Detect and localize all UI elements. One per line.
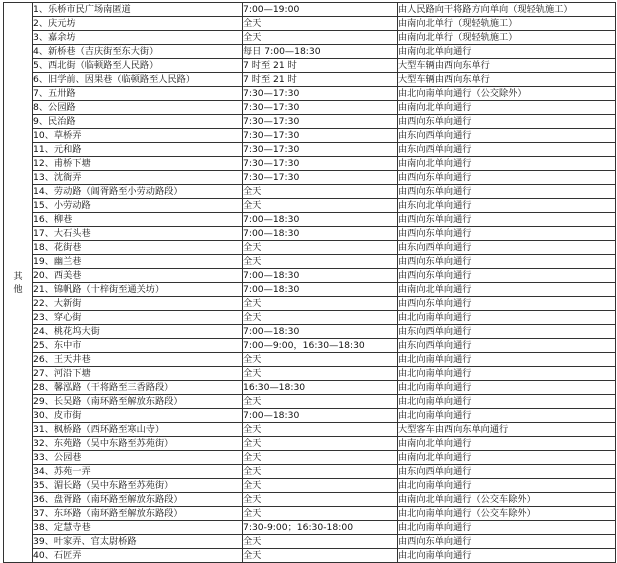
road-cell: 18、花街巷 — [33, 241, 243, 255]
time-cell: 全天 — [243, 311, 398, 325]
time-cell: 全天 — [243, 465, 398, 479]
road-cell: 19、幽兰巷 — [33, 255, 243, 269]
time-cell: 7:30—17:30 — [243, 87, 398, 101]
rule-cell: 由南向北单行（现轻轨施工） — [398, 31, 616, 45]
road-cell: 8、公园路 — [33, 101, 243, 115]
rule-cell: 由东向西单向通行 — [398, 143, 616, 157]
road-cell: 22、大新街 — [33, 297, 243, 311]
road-cell: 12、甫桥下塘 — [33, 157, 243, 171]
road-cell: 4、新桥巷（吉庆街至东大街） — [33, 45, 243, 59]
time-cell: 7:00—9:00，16:30—18:30 — [243, 339, 398, 353]
road-cell: 9、民治路 — [33, 115, 243, 129]
road-cell: 14、劳动路（阊胥路至小劳动路段） — [33, 185, 243, 199]
time-cell: 7:30—17:30 — [243, 115, 398, 129]
table-row — [4, 199, 616, 213]
table-row — [4, 17, 616, 31]
table-row — [4, 73, 616, 87]
rule-cell: 由北向南单向通行 — [398, 353, 616, 367]
road-cell: 2、庆元坊 — [33, 17, 243, 31]
table-row — [4, 3, 616, 17]
rule-cell: 由北向南单向通行 — [398, 479, 616, 493]
road-cell: 27、河沿下塘 — [33, 367, 243, 381]
road-cell: 35、湄长路（吴中东路至苏苑街） — [33, 479, 243, 493]
rule-cell: 由东向西单向通行 — [398, 325, 616, 339]
time-cell: 全天 — [243, 437, 398, 451]
road-cell: 39、叶家弄、官太尉桥路 — [33, 535, 243, 549]
rule-cell: 由南向北单向通行 — [398, 437, 616, 451]
rule-cell: 由南向北单向通行 — [398, 451, 616, 465]
rule-cell: 由北向南单向通行（公交车除外） — [398, 507, 616, 521]
table-row — [4, 423, 616, 437]
table-row — [4, 283, 616, 297]
table-row — [4, 311, 616, 325]
table-row — [4, 451, 616, 465]
category-char: 他 — [13, 283, 23, 295]
rule-cell: 由西向东单向通行 — [398, 269, 616, 283]
road-cell: 29、长吴路（南环路至解放东路段） — [33, 395, 243, 409]
road-cell: 28、馨泓路（干将路至三香路段） — [33, 381, 243, 395]
time-cell: 全天 — [243, 367, 398, 381]
time-cell: 7:00—18:30 — [243, 227, 398, 241]
rule-cell: 由人民路向干将路方向单向（现轻轨施工） — [398, 3, 616, 17]
table-row — [4, 437, 616, 451]
rule-cell: 由西向东单向通行 — [398, 213, 616, 227]
rule-cell: 由北向南单向通行 — [398, 367, 616, 381]
table-row — [4, 171, 616, 185]
time-cell: 7:30—17:30 — [243, 101, 398, 115]
time-cell: 7:00—18:30 — [243, 325, 398, 339]
rule-cell: 由东向北单向通行 — [398, 199, 616, 213]
table-row — [4, 297, 616, 311]
rule-cell: 大型车辆由西向东单行 — [398, 59, 616, 73]
time-cell: 全天 — [243, 493, 398, 507]
time-cell: 全天 — [243, 535, 398, 549]
time-cell: 7:00—18:30 — [243, 409, 398, 423]
table-row — [4, 465, 616, 479]
road-cell: 34、苏苑一弄 — [33, 465, 243, 479]
time-cell: 全天 — [243, 353, 398, 367]
road-cell: 11、元和路 — [33, 143, 243, 157]
rule-cell: 由北向南单向通行 — [398, 381, 616, 395]
time-cell: 全天 — [243, 199, 398, 213]
road-cell: 23、穿心街 — [33, 311, 243, 325]
time-cell: 全天 — [243, 297, 398, 311]
table-row — [4, 227, 616, 241]
time-cell: 全天 — [243, 479, 398, 493]
rule-cell: 由南向北单向通行 — [398, 283, 616, 297]
rule-cell: 由西向东单向通行 — [398, 227, 616, 241]
table-row — [4, 395, 616, 409]
time-cell: 全天 — [243, 507, 398, 521]
road-cell: 30、皮市街 — [33, 409, 243, 423]
rule-cell: 由北向南单向通行 — [398, 311, 616, 325]
time-cell: 每日 7:00—18:30 — [243, 45, 398, 59]
rule-cell: 由西向东单向通行 — [398, 255, 616, 269]
rule-cell: 由南向北单向通行（公交车除外） — [398, 493, 616, 507]
time-cell: 7 时至 21 时 — [243, 59, 398, 73]
table-row — [4, 115, 616, 129]
table-row — [4, 269, 616, 283]
time-cell: 7 时至 21 时 — [243, 73, 398, 87]
one-way-traffic-table — [3, 2, 616, 563]
road-cell: 25、东中市 — [33, 339, 243, 353]
road-cell: 10、草桥弄 — [33, 129, 243, 143]
rule-cell: 由西向东单向通行 — [398, 171, 616, 185]
table-row — [4, 45, 616, 59]
road-cell: 7、五卅路 — [33, 87, 243, 101]
time-cell: 全天 — [243, 423, 398, 437]
rule-cell: 由北向南单向通行 — [398, 549, 616, 563]
rule-cell: 由北向南单向通行 — [398, 409, 616, 423]
time-cell: 7:00—18:30 — [243, 269, 398, 283]
time-cell: 全天 — [243, 185, 398, 199]
table-row — [4, 143, 616, 157]
road-cell: 37、东环路（南环路至解放东路段） — [33, 507, 243, 521]
road-cell: 6、旧学前、因果巷（临顿路至人民路） — [33, 73, 243, 87]
rule-cell: 由东向西单向通行 — [398, 339, 616, 353]
time-cell: 7:30—17:30 — [243, 129, 398, 143]
road-cell: 15、小劳动路 — [33, 199, 243, 213]
rule-cell: 由北向南单向通行 — [398, 395, 616, 409]
time-cell: 7:30—17:30 — [243, 143, 398, 157]
road-cell: 33、公园巷 — [33, 451, 243, 465]
time-cell: 全天 — [243, 255, 398, 269]
rule-cell: 由西向东单向通行 — [398, 535, 616, 549]
rule-cell: 由南向北单向通行 — [398, 157, 616, 171]
road-cell: 31、枫桥路（西环路至寒山寺） — [33, 423, 243, 437]
rule-cell: 由西向东单向通行 — [398, 185, 616, 199]
rule-cell: 由东向西单向通行 — [398, 465, 616, 479]
rule-cell: 由西向东单向通行 — [398, 297, 616, 311]
rule-cell: 由南向北单向通行 — [398, 45, 616, 59]
table-row — [4, 241, 616, 255]
time-cell: 全天 — [243, 451, 398, 465]
road-cell: 32、东苑路（吴中东路至苏苑街） — [33, 437, 243, 451]
time-cell: 7:00—18:30 — [243, 213, 398, 227]
time-cell: 7:30-9:00；16:30-18:00 — [243, 521, 398, 535]
table-row — [4, 185, 616, 199]
table-row — [4, 339, 616, 353]
category-char: 其 — [13, 270, 23, 282]
rule-cell: 由西向东单向通行 — [398, 115, 616, 129]
road-cell: 26、王天井巷 — [33, 353, 243, 367]
rule-cell: 由东向西单向通行 — [398, 241, 616, 255]
road-cell: 13、沈衙弄 — [33, 171, 243, 185]
category-cell — [4, 3, 33, 563]
table-row — [4, 129, 616, 143]
road-cell: 16、柳巷 — [33, 213, 243, 227]
road-cell: 5、西北街（临顿路至人民路） — [33, 59, 243, 73]
road-cell: 20、西美巷 — [33, 269, 243, 283]
road-cell: 3、嘉余坊 — [33, 31, 243, 45]
table-row — [4, 59, 616, 73]
time-cell: 7:30—17:30 — [243, 157, 398, 171]
table-row — [4, 507, 616, 521]
table-row — [4, 381, 616, 395]
table-row — [4, 521, 616, 535]
table-row — [4, 213, 616, 227]
time-cell: 7:30—17:30 — [243, 171, 398, 185]
rule-cell: 由北向南单向通行 — [398, 521, 616, 535]
table-row — [4, 101, 616, 115]
time-cell: 全天 — [243, 17, 398, 31]
road-cell: 21、锦帆路（十梓街至通关坊） — [33, 283, 243, 297]
road-cell: 1、乐桥市民广场南匿道 — [33, 3, 243, 17]
table-row — [4, 479, 616, 493]
table-row — [4, 157, 616, 171]
table-row — [4, 353, 616, 367]
rule-cell: 由东向西单向通行 — [398, 129, 616, 143]
table-row — [4, 493, 616, 507]
road-cell: 36、盘胥路（南环路至解放东路段） — [33, 493, 243, 507]
table-row — [4, 87, 616, 101]
table-row — [4, 549, 616, 563]
time-cell: 7:00—18:30 — [243, 283, 398, 297]
road-cell: 17、大石头巷 — [33, 227, 243, 241]
road-cell: 24、桃花坞大街 — [33, 325, 243, 339]
time-cell: 全天 — [243, 395, 398, 409]
table-row — [4, 31, 616, 45]
time-cell: 全天 — [243, 241, 398, 255]
table-row — [4, 367, 616, 381]
road-cell: 38、定慧寺巷 — [33, 521, 243, 535]
time-cell: 7:00—19:00 — [243, 3, 398, 17]
table-row — [4, 325, 616, 339]
table-row — [4, 255, 616, 269]
time-cell: 16:30—18:30 — [243, 381, 398, 395]
rule-cell: 大型客车由西向东单向通行 — [398, 423, 616, 437]
road-cell: 40、石匠弄 — [33, 549, 243, 563]
table-row — [4, 535, 616, 549]
rule-cell: 由北向南单向通行（公交除外） — [398, 87, 616, 101]
rule-cell: 由南向北单行（现轻轨施工） — [398, 17, 616, 31]
time-cell: 全天 — [243, 31, 398, 45]
rule-cell: 大型车辆由西向东单行 — [398, 73, 616, 87]
table-row — [4, 409, 616, 423]
rule-cell: 由南向北单向通行 — [398, 101, 616, 115]
time-cell: 全天 — [243, 549, 398, 563]
